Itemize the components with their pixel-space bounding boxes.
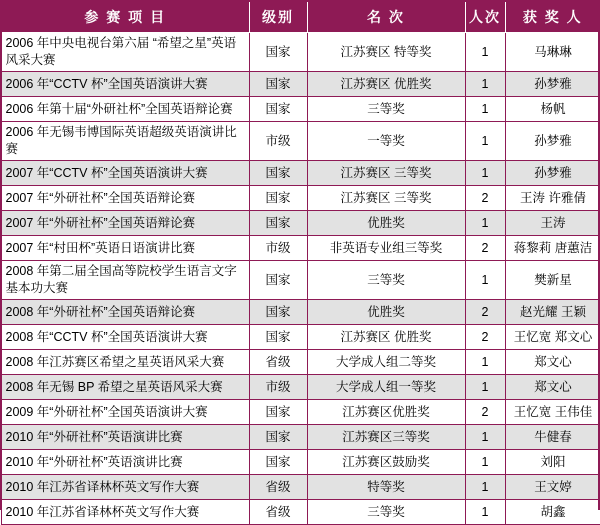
cell-times: 1 [465, 211, 505, 236]
table-row [1, 400, 600, 425]
cell-project: 2008 年“CCTV 杯”全国英语演讲大赛 [1, 325, 249, 350]
cell-level: 国家 [249, 450, 307, 475]
cell-times: 1 [465, 500, 505, 525]
header-cell-times: 人次 [465, 1, 505, 33]
cell-rank: 江苏赛区鼓励奖 [307, 450, 465, 475]
cell-person: 孙梦雅 [505, 161, 600, 186]
table-row [1, 450, 600, 475]
cell-rank: 三等奖 [307, 500, 465, 525]
cell-project: 2009 年“外研社杯”全国英语演讲大赛 [1, 400, 249, 425]
table-row [1, 300, 600, 325]
cell-times: 1 [465, 161, 505, 186]
table-row [1, 33, 600, 72]
cell-person: 马琳琳 [505, 33, 600, 72]
table-header [1, 1, 600, 33]
cell-level: 市级 [249, 122, 307, 161]
table-left-border [0, 0, 2, 510]
cell-level: 国家 [249, 211, 307, 236]
cell-rank: 大学成人组一等奖 [307, 375, 465, 400]
cell-times: 2 [465, 325, 505, 350]
table-row [1, 325, 600, 350]
cell-times: 2 [465, 400, 505, 425]
cell-project: 2010 年江苏省译林杯英文写作大赛 [1, 475, 249, 500]
table-row [1, 350, 600, 375]
cell-person: 王涛 [505, 211, 600, 236]
table-row [1, 122, 600, 161]
cell-person: 刘阳 [505, 450, 600, 475]
cell-level: 市级 [249, 236, 307, 261]
cell-project: 2007 年“CCTV 杯”全国英语演讲大赛 [1, 161, 249, 186]
cell-project: 2007 年“外研社杯”全国英语辩论赛 [1, 186, 249, 211]
cell-rank: 优胜奖 [307, 211, 465, 236]
header-cell-rank: 名 次 [307, 1, 465, 33]
cell-person: 樊新星 [505, 261, 600, 300]
cell-rank: 江苏赛区 优胜奖 [307, 72, 465, 97]
table-row [1, 236, 600, 261]
cell-times: 1 [465, 350, 505, 375]
cell-times: 1 [465, 475, 505, 500]
cell-rank: 江苏赛区 三等奖 [307, 186, 465, 211]
cell-person: 孙梦雅 [505, 122, 600, 161]
cell-level: 市级 [249, 375, 307, 400]
cell-times: 1 [465, 375, 505, 400]
header-cell-project: 参 赛 项 目 [1, 1, 249, 33]
cell-person: 王涛 许雅倩 [505, 186, 600, 211]
cell-project: 2008 年“外研社杯”全国英语辩论赛 [1, 300, 249, 325]
cell-times: 1 [465, 72, 505, 97]
table-row [1, 261, 600, 300]
cell-level: 省级 [249, 475, 307, 500]
cell-rank: 非英语专业组三等奖 [307, 236, 465, 261]
header-row [1, 1, 600, 33]
cell-person: 王忆宽 王伟佳 [505, 400, 600, 425]
table-body [1, 33, 600, 525]
table-row [1, 161, 600, 186]
cell-project: 2010 年“外研社杯”英语演讲比赛 [1, 450, 249, 475]
cell-person: 王文婷 [505, 475, 600, 500]
cell-times: 1 [465, 450, 505, 475]
cell-level: 省级 [249, 500, 307, 525]
cell-project: 2006 年第十届“外研社杯”全国英语辩论赛 [1, 97, 249, 122]
cell-person: 牛健春 [505, 425, 600, 450]
cell-level: 国家 [249, 33, 307, 72]
cell-person: 郑文心 [505, 350, 600, 375]
cell-project: 2006 年中央电视台第六届 “希望之星”英语风采大赛 [1, 33, 249, 72]
cell-project: 2006 年“CCTV 杯”全国英语演讲大赛 [1, 72, 249, 97]
cell-level: 国家 [249, 325, 307, 350]
header-cell-person: 获 奖 人 [505, 1, 600, 33]
cell-times: 1 [465, 122, 505, 161]
table-row [1, 97, 600, 122]
cell-level: 国家 [249, 72, 307, 97]
cell-times: 2 [465, 186, 505, 211]
cell-times: 2 [465, 236, 505, 261]
cell-person: 蒋黎莉 唐蕙洁 [505, 236, 600, 261]
cell-rank: 特等奖 [307, 475, 465, 500]
cell-person: 赵光耀 王颖 [505, 300, 600, 325]
cell-rank: 三等奖 [307, 261, 465, 300]
cell-person: 孙梦雅 [505, 72, 600, 97]
cell-person: 王忆宽 郑文心 [505, 325, 600, 350]
cell-person: 杨帆 [505, 97, 600, 122]
table-row [1, 72, 600, 97]
cell-project: 2007 年“外研社杯”全国英语辩论赛 [1, 211, 249, 236]
cell-rank: 优胜奖 [307, 300, 465, 325]
cell-level: 省级 [249, 350, 307, 375]
cell-project: 2010 年江苏省译林杯英文写作大赛 [1, 500, 249, 525]
table-row [1, 211, 600, 236]
cell-project: 2008 年第二届全国高等院校学生语言文字基本功大赛 [1, 261, 249, 300]
header-cell-level: 级别 [249, 1, 307, 33]
cell-times: 1 [465, 425, 505, 450]
cell-project: 2008 年无锡 BP 希望之星英语风采大赛 [1, 375, 249, 400]
cell-rank: 江苏赛区 优胜奖 [307, 325, 465, 350]
cell-rank: 一等奖 [307, 122, 465, 161]
cell-level: 国家 [249, 97, 307, 122]
cell-times: 1 [465, 261, 505, 300]
cell-project: 2010 年“外研社杯”英语演讲比赛 [1, 425, 249, 450]
table-row [1, 375, 600, 400]
table-row [1, 425, 600, 450]
cell-project: 2008 年江苏赛区希望之星英语风采大赛 [1, 350, 249, 375]
cell-person: 胡鑫 [505, 500, 600, 525]
cell-rank: 大学成人组二等奖 [307, 350, 465, 375]
cell-times: 2 [465, 300, 505, 325]
table-row [1, 500, 600, 525]
cell-level: 国家 [249, 261, 307, 300]
cell-level: 国家 [249, 300, 307, 325]
cell-times: 1 [465, 97, 505, 122]
cell-rank: 三等奖 [307, 97, 465, 122]
table-row [1, 186, 600, 211]
cell-level: 国家 [249, 400, 307, 425]
cell-person: 郑文心 [505, 375, 600, 400]
table-row [1, 475, 600, 500]
cell-rank: 江苏赛区优胜奖 [307, 400, 465, 425]
cell-level: 国家 [249, 425, 307, 450]
cell-times: 1 [465, 33, 505, 72]
cell-rank: 江苏赛区 三等奖 [307, 161, 465, 186]
cell-rank: 江苏赛区三等奖 [307, 425, 465, 450]
cell-level: 国家 [249, 186, 307, 211]
cell-project: 2007 年“村田杯”英语日语演讲比赛 [1, 236, 249, 261]
cell-project: 2006 年无锡韦博国际英语超级英语演讲比赛 [1, 122, 249, 161]
cell-rank: 江苏赛区 特等奖 [307, 33, 465, 72]
cell-level: 国家 [249, 161, 307, 186]
